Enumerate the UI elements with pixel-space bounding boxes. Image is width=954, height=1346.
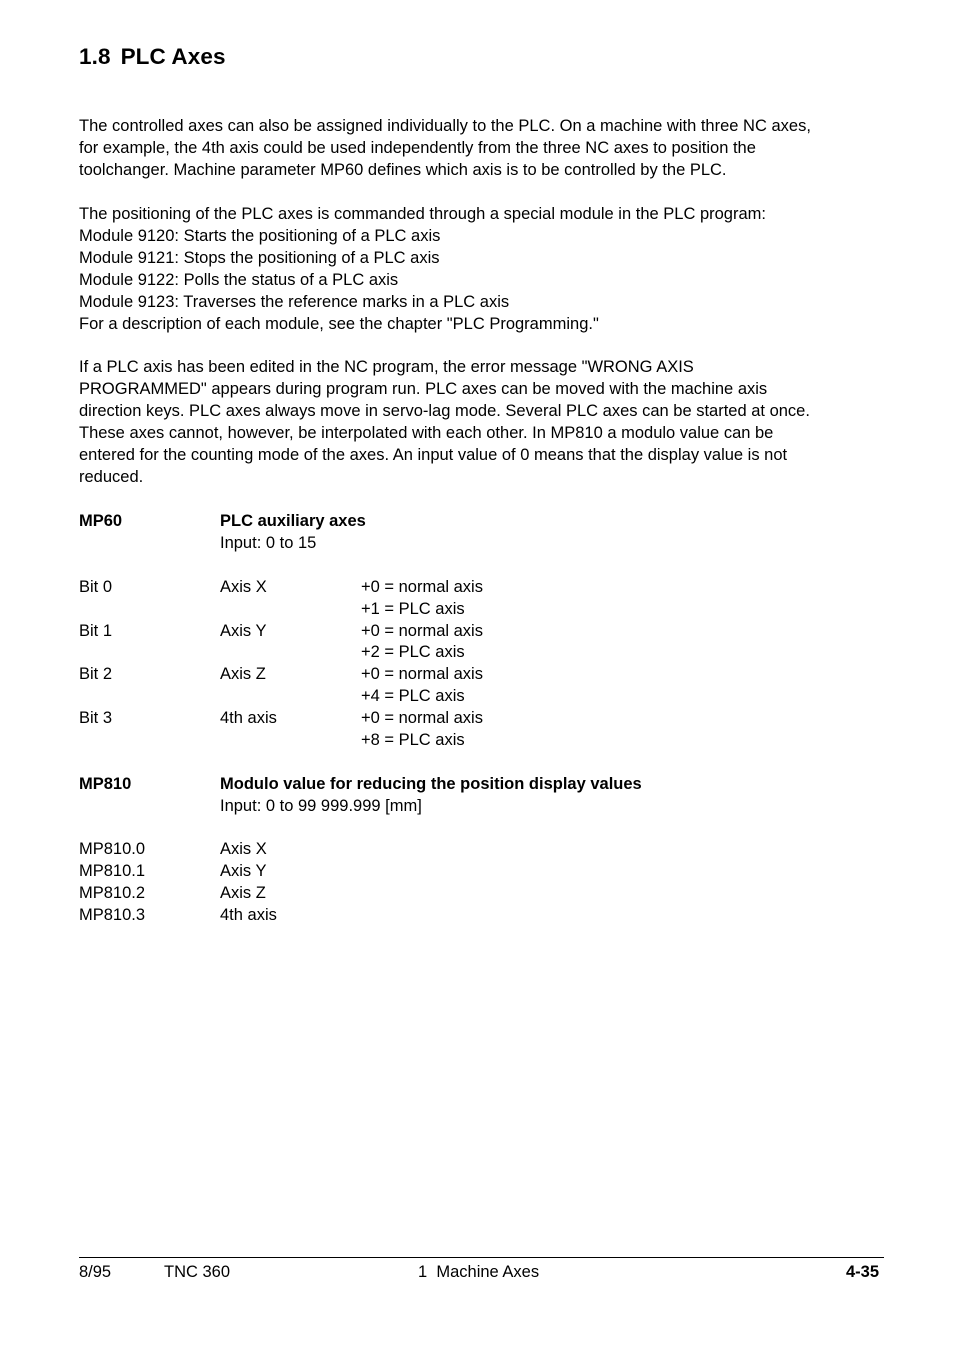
section-number: 1.8	[79, 44, 111, 69]
bit-plc-value: +8 = PLC axis	[361, 731, 465, 749]
mp810-param: MP810.2	[79, 884, 146, 902]
section-heading	[79, 44, 226, 70]
bit-label: Bit 3	[79, 709, 113, 727]
paragraph-line: for example, the 4th axis could be used independently from the three NC axes to position the	[79, 138, 756, 157]
page-number: 4-35	[845, 1263, 879, 1281]
mp810-id: MP810	[79, 775, 132, 793]
module-line: Module 9121: Stops the positioning of a PLC axis	[79, 248, 440, 267]
paragraph-line: entered for the counting mode of the axes. An input value of 0 means that the display value is not	[79, 445, 788, 464]
footer-divider	[79, 1257, 884, 1258]
paragraph-line: The positioning of the PLC axes is commanded through a special module in the PLC program:	[79, 205, 766, 223]
bit-normal-value: +0 = normal axis	[361, 622, 483, 640]
bit-axis: Axis Y	[220, 622, 267, 640]
modules-paragraph	[79, 204, 879, 335]
bit-plc-value: +1 = PLC axis	[361, 600, 465, 618]
mp810-axis: Axis Y	[220, 862, 267, 880]
bit-label: Bit 0	[79, 578, 113, 596]
mp810-param: MP810.0	[79, 840, 146, 858]
mp810-axis: 4th axis	[220, 906, 277, 924]
mp60-title: PLC auxiliary axes	[220, 512, 366, 530]
section-title: PLC Axes	[120, 44, 226, 69]
bit-plc-value: +2 = PLC axis	[361, 643, 465, 661]
module-line: Module 9120: Starts the positioning of a PLC axis	[79, 226, 441, 245]
mp60-id: MP60	[79, 512, 123, 530]
bit-normal-value: +0 = normal axis	[361, 665, 483, 683]
error-paragraph	[79, 357, 879, 488]
intro-paragraph	[79, 116, 879, 182]
mp60-input: Input: 0 to 15	[220, 534, 317, 552]
mp810-param: MP810.1	[79, 862, 146, 880]
mp810-axis: Axis Z	[220, 884, 266, 902]
paragraph-line: The controlled axes can also be assigned individually to the PLC. On a machine with three NC axes,	[79, 117, 811, 135]
paragraph-line: direction keys. PLC axes always move in servo-lag mode. Several PLC axes can be started at once.	[79, 401, 810, 420]
paragraph-line: toolchanger. Machine parameter MP60 defines which axis is to be controlled by the PLC.	[79, 160, 727, 179]
paragraph-line: PROGRAMMED" appears during program run. PLC axes can be moved with the machine axis	[79, 379, 768, 398]
paragraph-line: These axes cannot, however, be interpolated with each other. In MP810 a modulo value can be	[79, 423, 774, 442]
footer-date: 8/95	[79, 1263, 112, 1281]
paragraph-line: If a PLC axis has been edited in the NC program, the error message "WRONG AXIS	[79, 358, 694, 376]
paragraph-line: For a description of each module, see the chapter "PLC Programming."	[79, 314, 599, 333]
mp810-axis: Axis X	[220, 840, 267, 858]
module-line: Module 9123: Traverses the reference marks in a PLC axis	[79, 292, 510, 311]
footer-chapter: 1 Machine Axes	[418, 1263, 540, 1281]
module-line: Module 9122: Polls the status of a PLC axis	[79, 270, 399, 289]
bit-label: Bit 1	[79, 622, 113, 640]
bit-normal-value: +0 = normal axis	[361, 709, 483, 727]
bit-axis: Axis Z	[220, 665, 266, 683]
mp810-input: Input: 0 to 99 999.999 [mm]	[220, 797, 422, 815]
bit-normal-value: +0 = normal axis	[361, 578, 483, 596]
paragraph-line: reduced.	[79, 467, 144, 486]
mp810-param: MP810.3	[79, 906, 146, 924]
bit-plc-value: +4 = PLC axis	[361, 687, 465, 705]
bit-axis: 4th axis	[220, 709, 277, 727]
bit-axis: Axis X	[220, 578, 267, 596]
bit-label: Bit 2	[79, 665, 113, 683]
footer-product: TNC 360	[164, 1263, 231, 1281]
mp810-title: Modulo value for reducing the position display values	[220, 775, 642, 793]
